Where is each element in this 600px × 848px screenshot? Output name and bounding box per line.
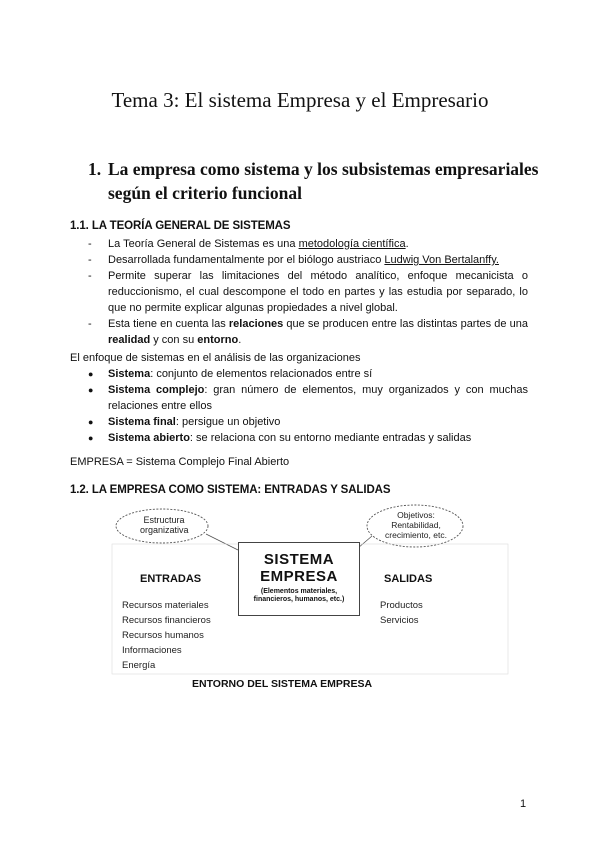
cloud-right-text: Objetivos: Rentabilidad, crecimiento, etc. [385,510,447,540]
inputs-list [122,598,211,673]
page-title: Tema 3: El sistema Empresa y el Empresario [111,88,489,112]
cloud-left-text: Estructura organizativa [140,515,189,535]
subtitle-text: La empresa como sistema y los subsistemas empresariales según el criterio funcional [108,159,539,203]
input-item: Recursos materiales [122,600,209,611]
input-item: Energía [122,660,156,671]
list-item: ● Sistema final: persigue un objetivo [88,414,528,430]
enfoque-intro: El enfoque de sistemas en el análisis de las organizaciones [70,352,361,364]
list-item: - Permite superar las limitaciones del método analítico, enfoque mecanicista o reduccionismo, el cual descompone el todo en partes y las estudia por separado, lo que no permite explicar algunas propiedades a nivel global. [88,268,528,316]
outputs-label: SALIDAS [384,573,433,585]
environment-label: ENTORNO DEL SISTEMA EMPRESA [192,678,373,690]
link-metodologia[interactable]: metodología científica [298,238,406,250]
list-item: ● Sistema complejo: gran número de elementos, muy organizados y con muchas relaciones entre ellos [88,382,528,414]
input-item: Recursos humanos [122,630,204,641]
list-item: ● Sistema: conjunto de elementos relacionados entre sí [88,366,528,382]
section-heading-1-1: 1.1. LA TEORÍA GENERAL DE SISTEMAS [70,220,291,232]
link-bertalanffy[interactable]: Ludwig Von Bertalanffy. [384,254,499,266]
list-item: ● Sistema abierto: se relaciona con su entorno mediante entradas y salidas [88,430,528,446]
cloud-right-connector [358,536,372,548]
system-box-subtitle: (Elementos materiales, financieros, humanos, etc.) [253,588,345,603]
page-number: 1 [520,798,527,810]
output-item: Servicios [380,615,419,626]
outputs-list [380,598,423,628]
input-item: Recursos financieros [122,615,211,626]
system-diagram [110,500,510,695]
input-item: Informaciones [122,645,182,656]
cloud-left-connector [206,534,238,550]
theory-list [88,236,528,348]
list-item: - Esta tiene en cuenta las relaciones que se producen entre las distintas partes de una realidad y con su entorno. [88,316,528,348]
output-item: Productos [380,600,423,611]
section-subtitle [88,157,548,205]
inputs-label: ENTRADAS [140,573,202,585]
list-item: - La Teoría General de Sistemas es una metodología científica. [88,236,528,252]
section-heading-1-2: 1.2. LA EMPRESA COMO SISTEMA: ENTRADAS Y SALIDAS [70,484,391,496]
list-item: - Desarrollada fundamentalmente por el biólogo austriaco Ludwig Von Bertalanffy. [88,252,528,268]
subtitle-number: 1. [88,159,102,179]
formula: EMPRESA = Sistema Complejo Final Abierto [70,456,290,468]
system-box [238,542,360,616]
enfoque-list [88,366,528,446]
system-box-title: SISTEMA EMPRESA [260,551,338,585]
